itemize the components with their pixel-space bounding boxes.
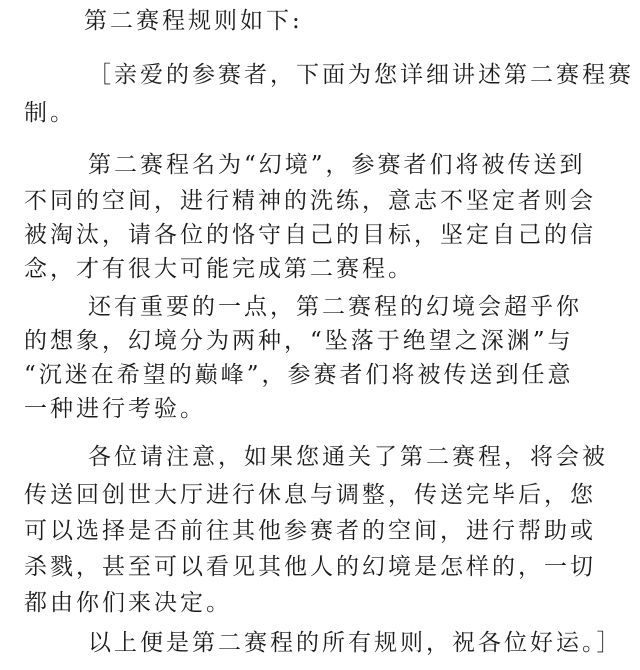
paragraph-4-line-1: 各位请注意，如果您通关了第二赛程，将会被 bbox=[88, 444, 608, 470]
paragraph-4-line-2: 传送回创世大厅进行休息与调整，传送完毕后，您 bbox=[24, 482, 596, 508]
paragraph-1-line-2: 制。 bbox=[24, 100, 76, 126]
paragraph-4-line-3: 可以选择是否前往其他参赛者的空间，进行帮助或 bbox=[24, 518, 596, 544]
paragraph-2-line-2: 不同的空间，进行精神的洗练，意志不坚定者则会 bbox=[24, 188, 596, 214]
paragraph-3-line-2: 的想象，幻境分为两种，“坠落于绝望之深渊”与 bbox=[24, 328, 574, 354]
paragraph-5-line-1: 以上便是第二赛程的所有规则，祝各位好运。］ bbox=[88, 630, 623, 656]
paragraph-3-line-1: 还有重要的一点，第二赛程的幻境会超乎你 bbox=[88, 294, 582, 320]
paragraph-2-line-3: 被淘汰，请各位的恪守自己的目标，坚定自己的信 bbox=[24, 222, 596, 248]
paragraph-1-line-1: ［亲爱的参赛者，下面为您详细讲述第二赛程赛 bbox=[88, 62, 634, 88]
heading: 第二赛程规则如下: bbox=[84, 8, 303, 34]
paragraph-3-line-4: 一种进行考验。 bbox=[24, 396, 206, 422]
paragraph-2-line-4: 念，才有很大可能完成第二赛程。 bbox=[24, 256, 414, 282]
paragraph-3-line-3: “沉迷在希望的巅峰”，参赛者们将被传送到任意 bbox=[24, 362, 574, 388]
paragraph-4-line-5: 都由你们来决定。 bbox=[24, 590, 232, 616]
paragraph-2-line-1: 第二赛程名为“幻境”，参赛者们将被传送到 bbox=[88, 152, 586, 178]
paragraph-4-line-4: 杀戮，甚至可以看见其他人的幻境是怎样的，一切 bbox=[24, 554, 596, 580]
